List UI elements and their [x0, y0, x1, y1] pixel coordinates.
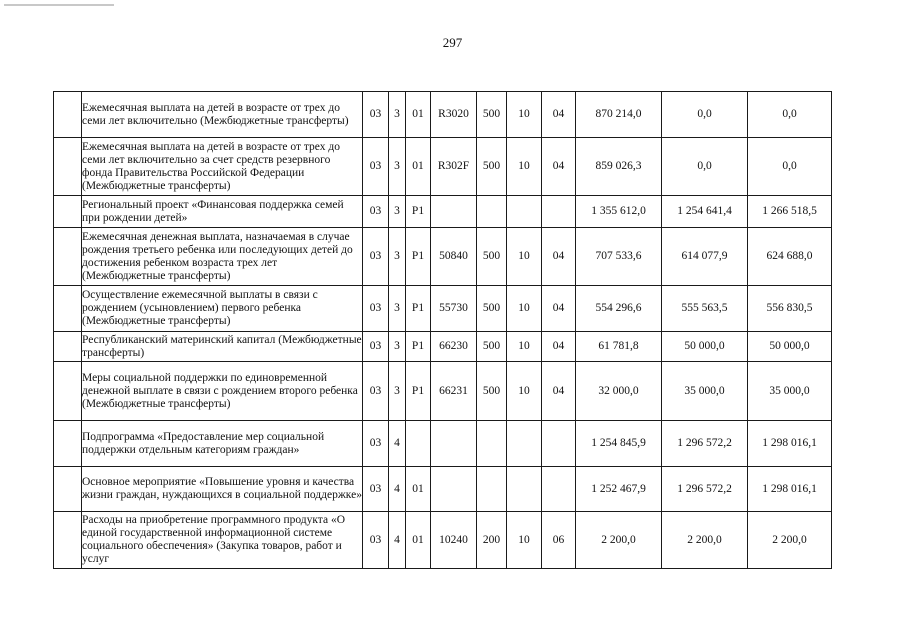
table-row — [54, 196, 832, 228]
code-event-cell: 01 — [406, 467, 431, 512]
code-direction-cell — [431, 467, 477, 512]
amount-year-2-cell: 50 000,0 — [662, 332, 748, 362]
row-name-cell: Ежемесячная выплата на детей в возрасте от трех до семи лет включительно за счет средств резервного фонда Правительства Российской Федерации (Межбюджетные трансферты) — [82, 138, 363, 196]
code-chapter-cell: 10 — [507, 138, 542, 196]
row-number-cell — [54, 138, 82, 196]
amount-year-1-cell: 554 296,6 — [576, 286, 662, 332]
row-name-cell: Расходы на приобретение программного продукта «О единой государственной информационной системе социального обеспечения» (Закупка товаров, работ и услуг — [82, 512, 363, 569]
row-number-cell — [54, 196, 82, 228]
code-subchapter-cell: 04 — [542, 92, 576, 138]
amount-year-3-cell: 1 298 016,1 — [748, 467, 832, 512]
code-subprogram-cell: 4 — [389, 512, 406, 569]
amount-year-3-cell: 50 000,0 — [748, 332, 832, 362]
code-section-cell: 03 — [363, 286, 389, 332]
code-expense-type-cell: 500 — [477, 362, 507, 421]
row-number-cell — [54, 512, 82, 569]
code-event-cell: 01 — [406, 92, 431, 138]
code-subchapter-cell: 04 — [542, 332, 576, 362]
code-subprogram-cell: 3 — [389, 332, 406, 362]
amount-year-3-cell: 2 200,0 — [748, 512, 832, 569]
code-subprogram-cell: 3 — [389, 362, 406, 421]
code-subchapter-cell — [542, 421, 576, 467]
amount-year-2-cell: 1 296 572,2 — [662, 421, 748, 467]
table-row — [54, 332, 832, 362]
code-subprogram-cell: 3 — [389, 138, 406, 196]
row-name-cell: Ежемесячная выплата на детей в возрасте от трех до семи лет включительно (Межбюджетные трансферты) — [82, 92, 363, 138]
row-number-cell — [54, 362, 82, 421]
row-number-cell — [54, 286, 82, 332]
code-chapter-cell: 10 — [507, 228, 542, 286]
code-event-cell — [406, 421, 431, 467]
row-number-cell — [54, 421, 82, 467]
code-subprogram-cell: 3 — [389, 286, 406, 332]
code-event-cell: P1 — [406, 286, 431, 332]
code-subprogram-cell: 3 — [389, 92, 406, 138]
code-expense-type-cell — [477, 467, 507, 512]
code-subprogram-cell: 3 — [389, 196, 406, 228]
amount-year-1-cell: 859 026,3 — [576, 138, 662, 196]
code-chapter-cell: 10 — [507, 332, 542, 362]
code-expense-type-cell — [477, 421, 507, 467]
amount-year-2-cell: 1 296 572,2 — [662, 467, 748, 512]
code-chapter-cell: 10 — [507, 92, 542, 138]
code-expense-type-cell: 500 — [477, 332, 507, 362]
table-row — [54, 286, 832, 332]
code-event-cell: P1 — [406, 362, 431, 421]
code-expense-type-cell: 500 — [477, 92, 507, 138]
amount-year-1-cell: 707 533,6 — [576, 228, 662, 286]
amount-year-3-cell: 0,0 — [748, 92, 832, 138]
code-subchapter-cell: 06 — [542, 512, 576, 569]
code-direction-cell — [431, 421, 477, 467]
amount-year-1-cell: 1 355 612,0 — [576, 196, 662, 228]
row-name-cell: Основное мероприятие «Повышение уровня и качества жизни граждан, нуждающихся в социальной поддержке» — [82, 467, 363, 512]
code-expense-type-cell: 500 — [477, 228, 507, 286]
row-name-cell: Республиканский материнский капитал (Межбюджетные трансферты) — [82, 332, 363, 362]
table-row — [54, 467, 832, 512]
table-row — [54, 228, 832, 286]
code-subchapter-cell: 04 — [542, 138, 576, 196]
table-row — [54, 138, 832, 196]
budget-table — [53, 91, 832, 569]
amount-year-1-cell: 61 781,8 — [576, 332, 662, 362]
budget-table-body — [54, 92, 832, 569]
amount-year-1-cell: 1 252 467,9 — [576, 467, 662, 512]
row-number-cell — [54, 228, 82, 286]
code-subchapter-cell: 04 — [542, 286, 576, 332]
code-subprogram-cell: 3 — [389, 228, 406, 286]
code-direction-cell: 50840 — [431, 228, 477, 286]
amount-year-3-cell: 35 000,0 — [748, 362, 832, 421]
amount-year-3-cell: 556 830,5 — [748, 286, 832, 332]
row-name-cell: Подпрограмма «Предоставление мер социальной поддержки отдельным категориям граждан» — [82, 421, 363, 467]
amount-year-2-cell: 2 200,0 — [662, 512, 748, 569]
code-direction-cell: R3020 — [431, 92, 477, 138]
code-section-cell: 03 — [363, 362, 389, 421]
code-chapter-cell: 10 — [507, 512, 542, 569]
code-section-cell: 03 — [363, 332, 389, 362]
amount-year-1-cell: 32 000,0 — [576, 362, 662, 421]
code-section-cell: 03 — [363, 228, 389, 286]
code-event-cell: 01 — [406, 138, 431, 196]
amount-year-2-cell: 0,0 — [662, 138, 748, 196]
amount-year-2-cell: 614 077,9 — [662, 228, 748, 286]
amount-year-2-cell: 555 563,5 — [662, 286, 748, 332]
amount-year-1-cell: 870 214,0 — [576, 92, 662, 138]
code-event-cell: P1 — [406, 228, 431, 286]
row-name-cell: Меры социальной поддержки по единовременной денежной выплате в связи с рождением второго ребенка (Межбюджетные трансферты) — [82, 362, 363, 421]
row-number-cell — [54, 92, 82, 138]
code-event-cell: P1 — [406, 196, 431, 228]
code-chapter-cell: 10 — [507, 362, 542, 421]
amount-year-3-cell: 1 266 518,5 — [748, 196, 832, 228]
code-subchapter-cell: 04 — [542, 362, 576, 421]
row-name-cell: Осуществление ежемесячной выплаты в связи с рождением (усыновлением) первого ребенка (Межбюджетные трансферты) — [82, 286, 363, 332]
amount-year-2-cell: 35 000,0 — [662, 362, 748, 421]
row-number-cell — [54, 467, 82, 512]
code-section-cell: 03 — [363, 512, 389, 569]
code-chapter-cell — [507, 467, 542, 512]
code-direction-cell: 10240 — [431, 512, 477, 569]
code-expense-type-cell — [477, 196, 507, 228]
scan-artifact — [4, 4, 114, 6]
code-direction-cell: 66230 — [431, 332, 477, 362]
code-direction-cell: R302F — [431, 138, 477, 196]
code-section-cell: 03 — [363, 196, 389, 228]
row-name-cell: Ежемесячная денежная выплата, назначаемая в случае рождения третьего ребенка или последующих детей до достижения ребенком возраста трех лет (Межбюджетные трансферты) — [82, 228, 363, 286]
table-row — [54, 92, 832, 138]
amount-year-1-cell: 1 254 845,9 — [576, 421, 662, 467]
code-event-cell: P1 — [406, 332, 431, 362]
row-number-cell — [54, 332, 82, 362]
table-row — [54, 421, 832, 467]
code-section-cell: 03 — [363, 92, 389, 138]
code-subprogram-cell: 4 — [389, 467, 406, 512]
code-chapter-cell — [507, 196, 542, 228]
code-direction-cell: 55730 — [431, 286, 477, 332]
table-row — [54, 362, 832, 421]
page-number: 297 — [442, 35, 463, 50]
amount-year-3-cell: 1 298 016,1 — [748, 421, 832, 467]
amount-year-2-cell: 1 254 641,4 — [662, 196, 748, 228]
amount-year-3-cell: 0,0 — [748, 138, 832, 196]
code-expense-type-cell: 500 — [477, 138, 507, 196]
code-direction-cell — [431, 196, 477, 228]
code-direction-cell: 66231 — [431, 362, 477, 421]
code-subchapter-cell — [542, 196, 576, 228]
row-name-cell: Региональный проект «Финансовая поддержка семей при рождении детей» — [82, 196, 363, 228]
amount-year-2-cell: 0,0 — [662, 92, 748, 138]
code-subprogram-cell: 4 — [389, 421, 406, 467]
code-subchapter-cell: 04 — [542, 228, 576, 286]
code-chapter-cell — [507, 421, 542, 467]
code-event-cell: 01 — [406, 512, 431, 569]
code-section-cell: 03 — [363, 421, 389, 467]
code-section-cell: 03 — [363, 467, 389, 512]
code-expense-type-cell: 200 — [477, 512, 507, 569]
code-expense-type-cell: 500 — [477, 286, 507, 332]
amount-year-1-cell: 2 200,0 — [576, 512, 662, 569]
amount-year-3-cell: 624 688,0 — [748, 228, 832, 286]
code-section-cell: 03 — [363, 138, 389, 196]
table-row — [54, 512, 832, 569]
code-chapter-cell: 10 — [507, 286, 542, 332]
code-subchapter-cell — [542, 467, 576, 512]
